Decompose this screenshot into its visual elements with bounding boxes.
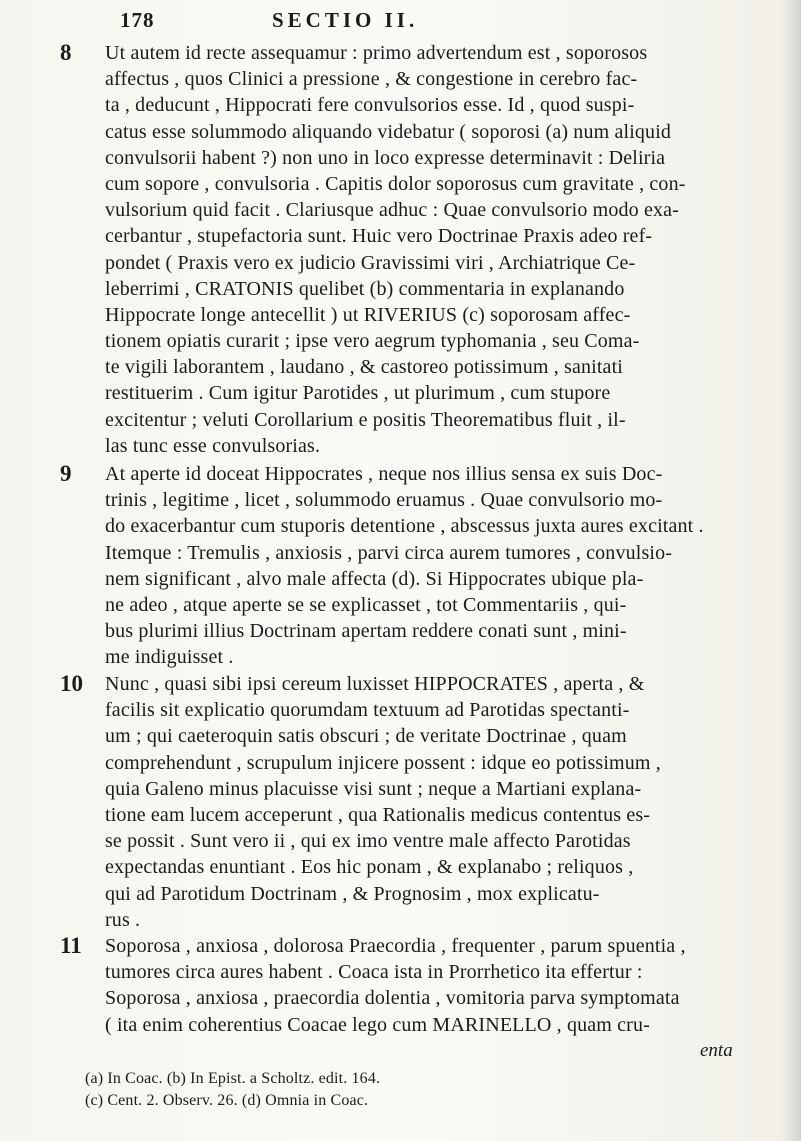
text-line: ( ita enim coherentius Coacae lego cum MARINELLO , quam cru- xyxy=(105,1013,650,1036)
catchword: enta xyxy=(700,1040,733,1061)
text-line: pondet ( Praxis vero ex judicio Gravissimi viri , Archiatrique Ce- xyxy=(105,251,636,274)
paragraph-number: 10 xyxy=(60,671,83,696)
text-line: rus . xyxy=(105,908,141,931)
text-line: Nunc , quasi sibi ipsi cereum luxisset HIPPOCRATES , aperta , & xyxy=(105,673,645,695)
paragraph-number: 9 xyxy=(60,461,72,486)
text-line: At aperte id doceat Hippocrates , neque nos illius sensa ex suis Doc- xyxy=(105,463,663,485)
text-line: bus plurimi illius Doctrinam apertam reddere conati sunt , mini- xyxy=(105,620,627,643)
text-line: ta , deducunt , Hippocrati fere convulsorios esse. Id , quod suspi- xyxy=(105,94,635,117)
text-line: nem significant , alvo male affecta (d). Si Hippocrates ubique pla- xyxy=(105,567,644,590)
text-line: cerbantur , stupefactoria sunt. Huic vero Doctrinae Praxis adeo ref- xyxy=(105,225,653,248)
text-line: leberrimi , CRATONIS quelibet (b) commentaria in explanando xyxy=(105,277,625,300)
text-line: facilis sit explicatio quorumdam textuum ad Parotidas spectanti- xyxy=(105,699,630,722)
text-line: me indiguisset . xyxy=(105,646,234,669)
text-line: comprehendunt , scrupulum injicere possent : idque eo potissimum , xyxy=(105,751,661,774)
running-title: SECTIO II. xyxy=(272,8,419,32)
text-line: quia Galeno minus placuisse visi sunt ; neque a Martiani explana- xyxy=(105,777,642,800)
text-line: te vigili laborantem , laudano , & castoreo potissimum , sanitati xyxy=(105,356,623,379)
text-line: tionem opiatis curarit ; ipse vero aegrum typhomania , seu Coma- xyxy=(105,330,640,353)
text-line: Soporosa , anxiosa , praecordia dolentia , vomitoria parva symptomata xyxy=(105,987,680,1010)
text-line: tione eam lucem acceperunt , qua Rationalis medicus contentus es- xyxy=(105,803,651,826)
text-line: expectandas enuntiant . Eos hic ponam , & explanabo ; reliquos , xyxy=(105,856,634,879)
text-line: Soporosa , anxiosa , dolorosa Praecordia , frequenter , parum spuentia , xyxy=(105,935,686,957)
text-line: Ut autem id recte assequamur : primo advertendum est , soporosos xyxy=(105,42,648,64)
text-line: Hippocrate longe antecellit ) ut RIVERIUS (c) soporosam affec- xyxy=(105,303,631,326)
text-line: qui ad Parotidum Doctrinam , & Prognosim , mox explicatu- xyxy=(105,882,600,905)
text-line: cum sopore , convulsoria . Capitis dolor soporosus cum gravitate , con- xyxy=(105,172,686,195)
paragraph-lines xyxy=(105,933,795,1038)
text-line: do exacerbantur cum stuporis detentione , abscessus juxta aures excitant . xyxy=(105,515,704,538)
footnotes xyxy=(85,1068,605,1112)
page-number: 178 xyxy=(120,8,155,32)
footnote-line: (a) In Coac. (b) In Epist. a Scholtz. edit. 164. xyxy=(85,1070,381,1087)
text-line: las tunc esse convulsorias. xyxy=(105,434,321,457)
text-line: catus esse solummodo aliquando videbatur ( soporosi (a) num aliquid xyxy=(105,120,672,143)
text-line: um ; qui caeteroquin satis obscuri ; de veritate Doctrinae , quam xyxy=(105,725,627,748)
text-line: excitentur ; veluti Corollarium e positis Theorematibus fluit , il- xyxy=(105,408,626,431)
paragraph-number: 11 xyxy=(60,933,82,958)
text-line: convulsorii habent ?) non uno in loco expresse determinavit : Deliria xyxy=(105,146,666,169)
footnote-line: (c) Cent. 2. Observ. 26. (d) Omnia in Coac. xyxy=(85,1092,369,1109)
text-line: se possit . Sunt vero ii , qui ex imo ventre male affecto Parotidas xyxy=(105,830,631,853)
paragraph-lines xyxy=(105,40,795,459)
text-line: tumores circa aures habent . Coaca ista in Prorrhetico ita effertur : xyxy=(105,961,643,984)
text-line: trinis , legitime , licet , solummodo eruamus . Quae convulsorio mo- xyxy=(105,489,663,512)
paragraph-number: 8 xyxy=(60,40,72,65)
text-line: affectus , quos Clinici a pressione , & congestione in cerebro fac- xyxy=(105,68,638,91)
running-header xyxy=(120,8,640,38)
text-line: vulsorium quid facit . Clariusque adhuc : Quae convulsorio modo exa- xyxy=(105,199,679,222)
text-line: ne adeo , atque aperte se se explicasset , tot Commentariis , qui- xyxy=(105,593,627,616)
text-line: Itemque : Tremulis , anxiosis , parvi circa aurem tumores , convulsio- xyxy=(105,541,673,564)
text-line: restituerim . Cum igitur Parotides , ut plurimum , cum stupore xyxy=(105,382,611,405)
paragraph-lines xyxy=(105,461,795,671)
paragraph-lines xyxy=(105,671,795,933)
